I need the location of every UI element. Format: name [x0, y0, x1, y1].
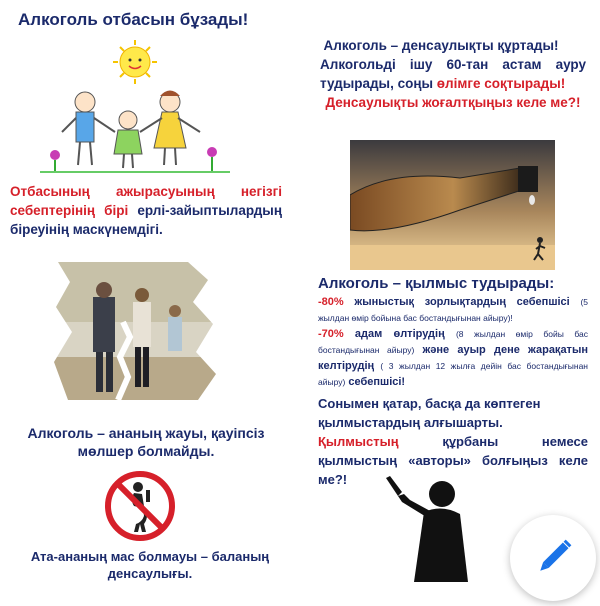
crime-item-1-small: (5 жылдан өмір бойына бас бостандығынан айыру)!	[318, 297, 589, 323]
crime-question-red: Қылмыстың	[318, 434, 399, 449]
crime-list	[298, 294, 588, 390]
crime-item-2-small1: (8 жылдан өмір бойы бас бостандығынан айыру)	[318, 329, 589, 355]
crime-item-1-pct: -80%	[318, 296, 344, 308]
crime-title: Алкоголь – қылмыс тудырады:	[318, 275, 555, 292]
crime-item-2-small2: ( 3 жылдан 12 жылға дейін бас бостандығынан айыру)	[318, 361, 588, 387]
bottle-photo	[350, 140, 555, 270]
health-line1: Алкоголь – денсаулықты құртады!	[323, 38, 559, 53]
family-para-rest: ерлі-зайыптылардың біреуінің маскүнемдігі.	[10, 203, 282, 237]
no-alcohol-pregnancy-icon	[104, 470, 176, 542]
crime-item-2-text3: себепшісі!	[348, 376, 406, 388]
edit-fab-button[interactable]	[510, 515, 596, 601]
family-para-red: Отбасының ажырасуының негізгі себептерінің бірі	[10, 184, 282, 218]
knife-silhouette-icon	[384, 472, 474, 582]
left-title: Алкоголь отбасын бұзады!	[18, 10, 249, 29]
crime-item-2	[298, 326, 588, 390]
health-line2-text: Алкогольді ішу 60-тан астам ауру тудырады, соңы	[320, 57, 586, 91]
crime-item-2-text: адам өлтірудің	[354, 328, 445, 340]
crime-item-1	[298, 294, 588, 326]
pregnancy-title: Алкоголь – ананың жауы, қауіпсіз мөлшер болмайды.	[27, 425, 265, 459]
crime-item-2-text2: және ауыр дене жарақатын келтірудің	[318, 344, 588, 372]
health-line2-red: өлімге соқтырады!	[436, 76, 566, 91]
crime-item-2-pct: -70%	[318, 328, 344, 340]
edit-pencil-icon	[510, 515, 596, 601]
health-block	[296, 36, 586, 112]
bottom-left-text: Ата-ананың мас болмауы – баланың денсаулығы.	[30, 549, 270, 581]
family-drawing-icon	[40, 40, 230, 175]
crime-item-1-text: жыныстық зорлықтардың себепшісі	[354, 296, 570, 308]
family-breakup-photo	[38, 262, 233, 400]
health-question: Денсаулықты жоғалтқыңыз келе ме?!	[325, 95, 581, 110]
crime-question-rest: құрбаны немесе қылмыстың «авторы» болғыңыз келе ме?!	[318, 434, 588, 487]
family-paragraph	[10, 182, 282, 239]
health-line2	[320, 55, 586, 93]
crime-extra: Сонымен қатар, басқа да көптеген қылмыстардың алғышарты.	[318, 396, 541, 430]
